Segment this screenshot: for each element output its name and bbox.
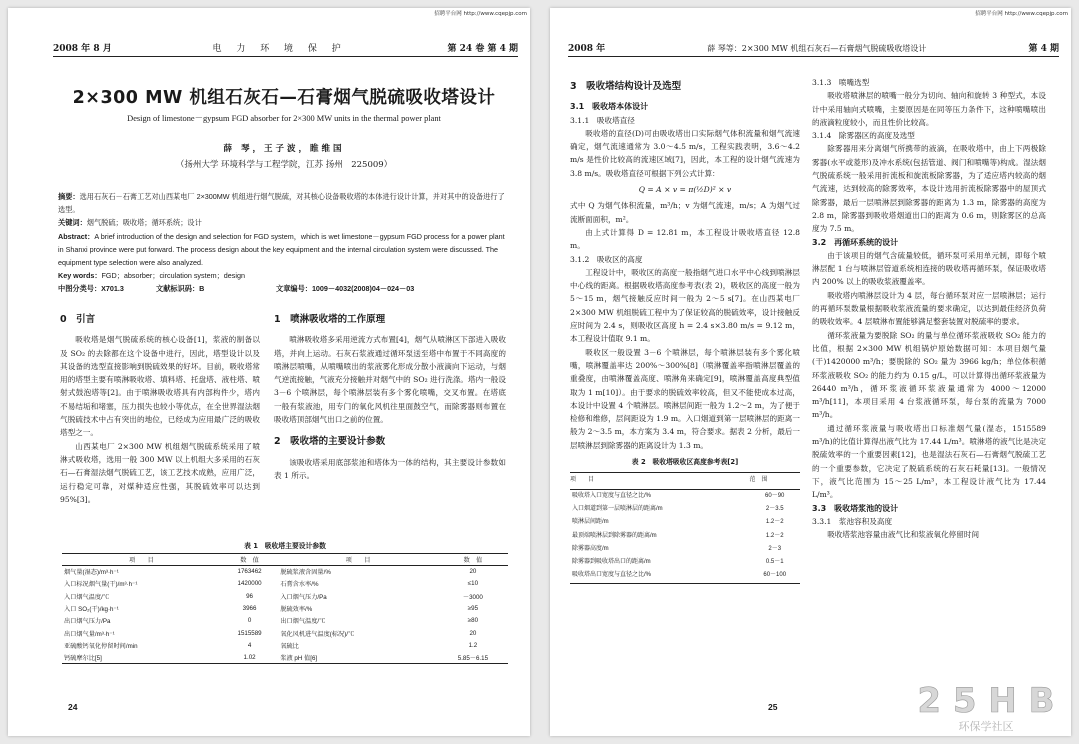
paper-title-english: Design of limestone－gypsum FGD absorber for 2×300 MW units in the thermal power plant: [127, 114, 441, 123]
table-1: [62, 540, 508, 664]
table-cell: 60－100: [763, 572, 787, 579]
article-meta: [58, 282, 510, 295]
table-caption: 表 2 吸收塔吸收区高度参考表[2]: [631, 458, 739, 467]
table-cell: 烟气量(湿态)/m³·h⁻¹: [64, 569, 119, 577]
right-page: [550, 8, 1071, 736]
english-keywords: FGD；absorber；circulation system；design: [101, 271, 245, 281]
running-header: [53, 42, 518, 57]
document-code: 文献标识码：B: [156, 284, 205, 294]
table-row: [570, 489, 800, 503]
table-cell: 3966: [242, 605, 257, 613]
table-cell: 出口烟气量/m³·h⁻¹: [64, 630, 115, 638]
column-header: 范 围: [749, 473, 800, 489]
header-date: 2008 年: [568, 44, 606, 54]
paragraph: 吸收区一般设置 3－6 个喷淋层，每个喷淋层装有多个雾化喷嘴，喷淋覆盖率达 200%～300%[8]（喷淋覆盖率指喷淋层覆盖的重叠度，由喷淋覆盖高度、喷淋角来确定[9]，喷淋覆盖高度典型值取为 1 m[10]）。由于要求的脱硫效率较高，但又不能使成本过高，本设计中设置 4 个喷淋层。喷淋层间距一般为 1.2～2 m，为了便于检修和维修，层间距设为 1.9 m。入口烟道到第一层喷淋层的距离一般为 2～3.5 m，本方案为 3.4 m，符合要求。据表 2 分析，最后一层喷淋层到除雾器的距离设计为 1.3 m。: [570, 347, 800, 450]
table-cell: 4: [247, 641, 252, 649]
table-cell: 入口烟道到第一层喷淋层的距离/m: [572, 505, 663, 512]
table-cell: 氧化风机进气温度(标况)/℃: [280, 630, 355, 638]
column-header: 数 值: [221, 554, 279, 566]
paragraph: 工程设计中，吸收区的高度一般指烟气进口水平中心线到喷淋层中心线的距离。根据吸收塔高度参考表(表 2)，吸收区的高度一般为 5～15 m，烟气接触反应时间一般为 2～5 s[7]。在山西某电厂 2×300 MW 机组脱硫工程中为了保证较高的脱硫效率，设计接触反应时间为 2.4 s，则吸收区高度 h = 2.4 s×3.80 m/s = 9.12 m，本工程设计值取 9.1 m。: [570, 267, 800, 344]
table-row: [570, 543, 800, 556]
subsubsection-heading: 3.3.1 浆池容积及高度: [812, 516, 893, 526]
abstract-label: 摘要：: [58, 192, 80, 201]
table-cell: 5.85－6.15: [457, 654, 489, 662]
table-cell: 亚硫酸钙氧化停留时间/min: [64, 642, 138, 650]
english-abstract: A brief introduction of the design and selection for FGD system，which is wet limestone－gypsum FGD process for a power plant in Shanxi province were put forward. The process design about the key equipment and the internal circulation system were discussed. The equipment type selection were also analyzed.: [58, 231, 505, 268]
column-header: 项 目: [62, 554, 221, 566]
table-cell: 除雾器高度/m: [572, 545, 609, 552]
paragraph: 式中 Q 为烟气体积流量，m³/h；v 为烟气流速，m/s；A 为烟气过流断面面积，m²。: [570, 201, 800, 224]
table-row: [62, 590, 508, 602]
table-cell: 最顶端喷淋层到除雾器的距离/m: [572, 532, 657, 539]
paragraph: 由于该项目的烟气含硫量较低，循环泵可采用单元制，即每个喷淋层配 1 台与喷淋层管道系统相连接的吸收塔再循环泵，保证吸收塔内 200% 以上的吸收浆液覆盖率。: [812, 250, 1046, 287]
authors: 薛 琴，王子波，睢维国: [223, 144, 345, 154]
column-header: 项 目: [278, 554, 437, 566]
table-cell: 1.2－2: [765, 519, 784, 526]
table-cell: 1420000: [237, 580, 262, 588]
abstract: 选用石灰石－石膏工艺对山西某电厂 2×300MW 机组进行烟气脱硫，对其核心设备吸收塔的本体进行设计计算，并对其中的设备进行了选型。: [58, 192, 505, 215]
table-cell: 1.02: [243, 653, 256, 661]
subsection-heading: 3.3 吸收塔浆池的设计: [812, 503, 899, 513]
table-cell: 20: [469, 629, 477, 637]
column-header: 项 目: [570, 473, 749, 489]
left-column: [60, 304, 260, 506]
left-page: [8, 8, 530, 736]
table-cell: －3000: [462, 593, 483, 601]
header-journal: 电 力 环 境 保 护: [212, 44, 347, 54]
table-caption: 表 1 吸收塔主要设计参数: [244, 542, 326, 550]
table-row: [62, 578, 508, 590]
table-cell: 96: [246, 592, 253, 600]
table-cell: ≥80: [467, 617, 479, 625]
paragraph: 吸收塔喷淋层的喷嘴一般分为切向、轴向和旋转 3 种型式，本设计中采用轴向式喷嘴，主要原因是在同等压力条件下，这种喷嘴喷出的液滴粒度较小，而且性价比较高。: [812, 91, 1046, 127]
page-number: 25: [768, 702, 778, 712]
table-cell: 浆液 pH 值[6]: [280, 654, 318, 662]
table-cell: 0: [247, 617, 252, 625]
table-cell: 出口烟气温度/℃: [280, 618, 326, 626]
paragraph: 山西某电厂 2×300 MW 机组烟气脱硫系统采用了喷淋式吸收塔，选用一般 300 MW 以上机组大多采用的石灰石—石膏湿法烟气脱硫工艺，该工艺技术成熟，应用广泛，运行稳定可靠，对煤种适应性强，其脱硫效率可以达到 95%[3]。: [60, 441, 260, 504]
table-cell: 吸收塔出口宽度与直径之比/%: [572, 572, 652, 579]
subsection-heading: 3.2 再循环系统的设计: [812, 237, 899, 247]
table-cell: 1763462: [237, 568, 262, 576]
paragraph: 吸收塔的直径(D)可由吸收塔出口实际烟气体积流量和烟气流速确定，烟气流速通常为 3.0～4.5 m/s，工程实践表明，3.6～4.2 m/s 是性价比较高的流速区域[7]，因此，本工程的设计烟气流速为 3.8 m/s。吸收塔直径可根据下列公式计算：: [570, 128, 800, 178]
abstract-block: [58, 190, 510, 296]
english-abstract-label: Abstract：: [58, 231, 95, 241]
table-row: [570, 530, 800, 543]
paper-title: 2×300 MW 机组石灰石—石膏烟气脱硫吸收塔设计: [72, 88, 496, 108]
table-row: [570, 556, 800, 569]
paragraph: 吸收塔浆池容量由液气比和浆液氧化停留时间: [827, 530, 980, 540]
affiliation: （扬州大学 环境科学与工程学院，江苏 扬州 225009）: [175, 160, 393, 170]
table-cell: 吸收塔入口宽度与直径之比/%: [572, 492, 652, 499]
watermark: 招聘平台网 http://www.cqepjp.com: [975, 11, 1068, 17]
table-cell: 1.2: [468, 641, 478, 649]
table-row: [62, 639, 508, 651]
table-cell: 1515589: [237, 629, 262, 637]
absorption-zone-table: [570, 472, 800, 583]
table-row: [570, 569, 800, 583]
paragraph: 除雾器用来分离烟气所携带的液滴，在吸收塔中，由上下两极除雾器(水平或菱形)及冲水系统(包括管道、阀门和喷嘴等)构成。湿法烟气脱硫系统一般采用折流板和旋流板除雾器，为了适应塔内较高的烟气流速，达到较高的除雾效率，本设计选用折流板除雾器中的屋顶式除雾器，最后一层喷淋层到除雾器的距离为 1.3 m，除雾器的高度为 2.8 m，除雾器到吸收塔烟道出口的距离为 0.6 m，则除雾区的总高度为 7.5 m。: [812, 144, 1046, 234]
table-cell: 氧硫比: [280, 642, 299, 650]
table-cell: 60－90: [765, 492, 785, 499]
keywords-label: 关键词：: [58, 218, 87, 228]
table-cell: 脱硫浆液含固量/%: [280, 569, 331, 577]
table-row: [62, 615, 508, 627]
clc-number: 中图分类号：X701.3: [58, 284, 124, 294]
table-row: [62, 627, 508, 639]
section-heading: 1 喷淋吸收塔的工作原理: [274, 314, 386, 325]
right-column: [812, 76, 1046, 541]
table-cell: 石膏含水率/%: [280, 581, 319, 589]
subsection-heading: 3.1 吸收塔本体设计: [570, 102, 649, 112]
section-heading: 2 吸收塔的主要设计参数: [274, 436, 386, 448]
formula: Q = A × v = π(½D)² × v: [638, 185, 732, 195]
table-cell: 入口烟气温度/℃: [64, 593, 110, 601]
site-logo: [904, 676, 1069, 734]
table-cell: 喷淋层间距/m: [572, 519, 609, 526]
logo-text: 2 5 H B: [917, 681, 1055, 721]
table-cell: 入口 SO₂(干)/kg·h⁻¹: [64, 606, 119, 614]
table-cell: 出口烟气压力/Pa: [64, 618, 111, 626]
running-header: [568, 42, 1059, 57]
page-number: 24: [68, 702, 78, 712]
subsubsection-heading: 3.1.2 吸收区的高度: [570, 254, 643, 264]
right-column: [274, 304, 506, 482]
table-row: [570, 516, 800, 529]
parameters-table: [62, 553, 508, 664]
table-cell: 2－3: [768, 545, 782, 552]
paragraph: 喷淋吸收塔多采用逆流方式布置[4]，烟气从喷淋区下部进入吸收塔，并向上运动。石灰石浆液通过循环泵送至塔中布置于不同高度的喷淋层喷嘴，从喷嘴喷出的浆液雾化形成分散小液滴向下运动，与烟气逆流接触，气液充分接触并对烟气中的 SO₂ 进行洗涤。塔内一般设 3－6 个喷淋层，每个喷淋层装有多个雾化喷嘴，交叉布置。在塔底一般有浆液池，用专门的氧化风机往里面鼓空气，而除雾器则布置在吸收塔顶部烟气出口之前的位置。: [274, 335, 506, 425]
header-issue: 第 4 期: [1028, 44, 1059, 54]
table-row: [62, 652, 508, 664]
table-cell: 2－3.5: [765, 505, 784, 512]
logo-subtext: 环保学社区: [958, 720, 1014, 733]
subsubsection-heading: 3.1.3 喷嘴选型: [812, 78, 870, 87]
table-cell: 脱硫效率/%: [280, 606, 313, 614]
subsubsection-heading: 3.1.4 除雾器区的高度及选型: [812, 131, 915, 141]
table-cell: 入口标况烟气量(干)/m³·h⁻¹: [64, 581, 138, 589]
column-header: 数 值: [438, 554, 508, 566]
paragraph: 循环浆液量为要脱除 SO₂ 的量与单位循环浆液吸收 SO₂ 能力的比值，根据 2×300 MW 机组锅炉原始数据可知：本项目烟气量(干)1420000 m³/h；要脱除的 SO₂ 量为 3966 kg/h；单位体积循环浆液吸收 SO₂ 的能力约为 0.15 g/L，可以计算得出循环浆液量为 26440 m³/h，循环浆液循环浆液量通常为 4000～12000 m³/h[11]，本项目采用 4 台浆液循环泵，每台泵的流量为 7000 m³/h。: [812, 330, 1046, 420]
table-cell: ≥95: [467, 605, 479, 613]
table-cell: 1.2－2: [765, 532, 784, 539]
paragraph: 该吸收塔采用底部浆池和塔体为一体的结构，其主要设计参数如表 1 所示。: [274, 457, 506, 480]
header-date: 2008 年 8 月: [53, 44, 112, 54]
article-number: 文章编号：1009－4032(2008)04－024－03: [276, 284, 415, 294]
table-row: [62, 602, 508, 614]
header-volume: 第 24 卷 第 4 期: [447, 44, 518, 54]
table-row: [570, 503, 800, 516]
watermark: 招聘平台网 http://www.cqepjp.com: [434, 11, 527, 17]
paragraph: 吸收塔是烟气脱硫系统的核心设备[1]，浆液的制备以及 SO₂ 的去除都在这个设备中进行，因此，塔型设计以及其设备的选型直接影响到脱硫效果的好坏。目前，吸收塔常用的塔型主要有喷淋吸收塔、填料塔、托盘塔、液柱塔、喷射式鼓泡塔等[2]。由于喷淋吸收塔具有内部构件少，塔内不易结垢和堵塞，压力损失也较小等优点，在全世界湿法烟气脱硫技术中占有突出的地位，已经成为应用最广泛的吸收塔型之一。: [60, 335, 260, 438]
table-cell: 0.5－1: [765, 559, 784, 566]
paragraph: 由上式计算得 D = 12.81 m，本工程设计吸收塔直径 12.8 m。: [570, 227, 800, 251]
table-cell: 20: [469, 568, 477, 576]
english-keywords-label: Key words：: [58, 271, 102, 281]
table-cell: ≤10: [467, 580, 479, 588]
keywords: 烟气脱硫；吸收塔；循环系统；设计: [86, 218, 202, 228]
header-authors-title: 薛 琴等：2×300 MW 机组石灰石—石膏烟气脱硫吸收塔设计: [707, 44, 927, 53]
table-cell: 除雾器到吸收塔出口的距离/m: [572, 559, 651, 566]
subsubsection-heading: 3.1.1 吸收塔直径: [570, 115, 635, 125]
section-heading: 0 引言: [60, 314, 96, 325]
paragraph: 吸收塔内喷淋层设计为 4 层，每台循环泵对应一层喷淋层；运行的再循环泵数量根据吸收浆液流量的要求确定，以达到最佳经济负荷的吸收效率。4 层喷淋布置能够满足整套装置对脱硫率的要求。: [812, 290, 1046, 327]
section-heading: 3 吸收塔结构设计及选型: [570, 81, 682, 92]
table-cell: 钙硫摩尔比[5]: [64, 654, 102, 662]
table-2: [570, 456, 800, 584]
table-row: [62, 566, 508, 578]
left-column: [570, 68, 800, 584]
table-cell: 入口烟气压力/Pa: [280, 593, 327, 601]
paragraph: 通过循环浆液量与吸收塔出口标准烟气量(湿态，1515589 m³/h)的比值计算得出液气比为 17.44 L/m³。喷淋塔的液气比是决定脱硫效率的一个重要因素[12]，也是湿法石灰石—石膏烟气脱硫工艺的一个重要参数，它决定了脱硫系统的石灰石耗量[13]。一般情况下，液气比范围为 15～25 L/m³，本工程设计液气比为 17.44 L/m³。: [812, 423, 1046, 500]
